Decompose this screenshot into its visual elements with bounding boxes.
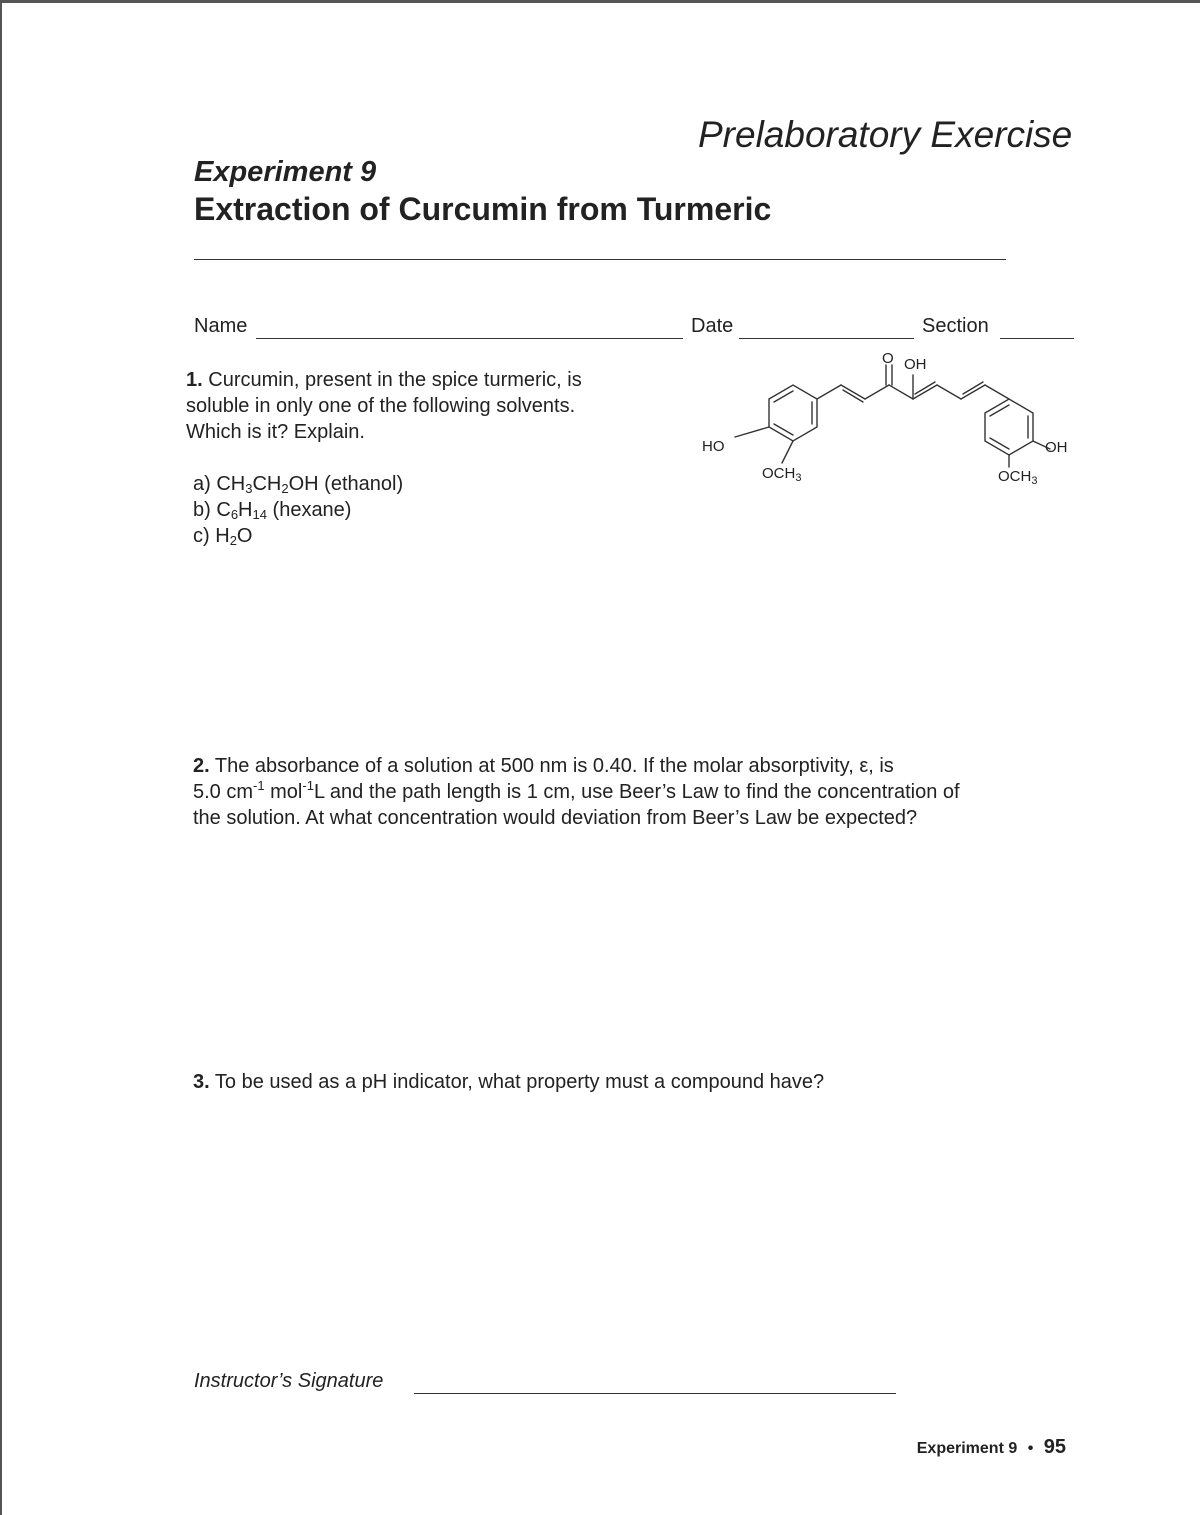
- question-2-text-1: The absorbance of a solution at 500 nm is 0.40. If the molar absorptivity, ε, is: [214, 755, 894, 777]
- question-1-text-1: Curcumin, present in the spice turmeric, is: [208, 369, 582, 391]
- page-footer: [917, 1436, 1066, 1459]
- footer-label: Experiment 9: [916, 1440, 1018, 1457]
- option-b: [193, 499, 351, 522]
- option-a-formula: $CH_3CH_2OH$: [216, 473, 319, 496]
- question-2-line-3: the solution. At what concentration would deviation from Beer’s Law be expected?: [193, 807, 918, 829]
- name-field[interactable]: [256, 338, 683, 339]
- section-title: Prelaboratory Exercise: [698, 114, 1073, 155]
- section-field[interactable]: [1000, 338, 1074, 339]
- left-benzene-ring: [769, 385, 817, 441]
- question-1-line-2: soluble in only one of the following solvents.: [186, 395, 576, 417]
- option-b-letter: b): [193, 499, 211, 521]
- option-a-letter: a): [193, 473, 211, 495]
- curcumin-structure: [690, 345, 1090, 495]
- right-benzene-ring: [985, 399, 1033, 455]
- page-border-top: [0, 0, 1200, 3]
- option-a: [193, 473, 403, 496]
- option-c-formula: $H_2O$: [215, 525, 253, 548]
- page-number: 95: [1043, 1436, 1066, 1458]
- question-3-number: 3.: [193, 1071, 210, 1093]
- experiment-title: Extraction of Curcumin from Turmeric: [194, 191, 772, 227]
- option-a-name: (ethanol): [324, 473, 404, 495]
- option-c: [193, 525, 252, 548]
- date-label: Date: [691, 315, 734, 337]
- section-label: Section: [922, 315, 989, 337]
- question-1-line-3: Which is it? Explain.: [186, 421, 365, 443]
- label-left-ho: HO: [702, 438, 725, 455]
- name-label: Name: [194, 315, 248, 337]
- question-3: [193, 1069, 824, 1095]
- date-field[interactable]: [739, 338, 914, 339]
- option-c-letter: c): [193, 525, 210, 547]
- title-rule: [194, 259, 1006, 260]
- question-2-number: 2.: [193, 755, 210, 777]
- label-enol-oh: OH: [904, 356, 927, 373]
- label-right-oh: OH: [1045, 439, 1068, 456]
- question-3-text: To be used as a pH indicator, what property must a compound have?: [214, 1071, 825, 1093]
- question-1-number: 1.: [186, 369, 203, 391]
- question-2-line-2: 5.0 $cm^{-1}$ mol$^{-1}$L and the path length is 1 cm, use Beer’s Law to find the concentration of: [193, 778, 960, 803]
- label-right-och3: $OCH_3$: [998, 468, 1038, 487]
- label-left-och3: $OCH_3$: [762, 465, 802, 484]
- signature-label: Instructor’s Signature: [194, 1370, 384, 1392]
- footer-bullet: •: [1027, 1440, 1034, 1457]
- label-carbonyl-o: O: [882, 350, 894, 367]
- question-1: [186, 367, 582, 445]
- experiment-label: Experiment 9: [194, 156, 377, 188]
- option-b-formula: $C_6H_{14}$: [216, 499, 267, 522]
- question-1-line-1: [186, 367, 582, 393]
- question-2: [193, 753, 960, 831]
- question-2-line-1: [193, 753, 960, 779]
- signature-field[interactable]: [414, 1393, 896, 1394]
- option-b-name: (hexane): [272, 499, 352, 521]
- page-border-left: [0, 0, 2, 1515]
